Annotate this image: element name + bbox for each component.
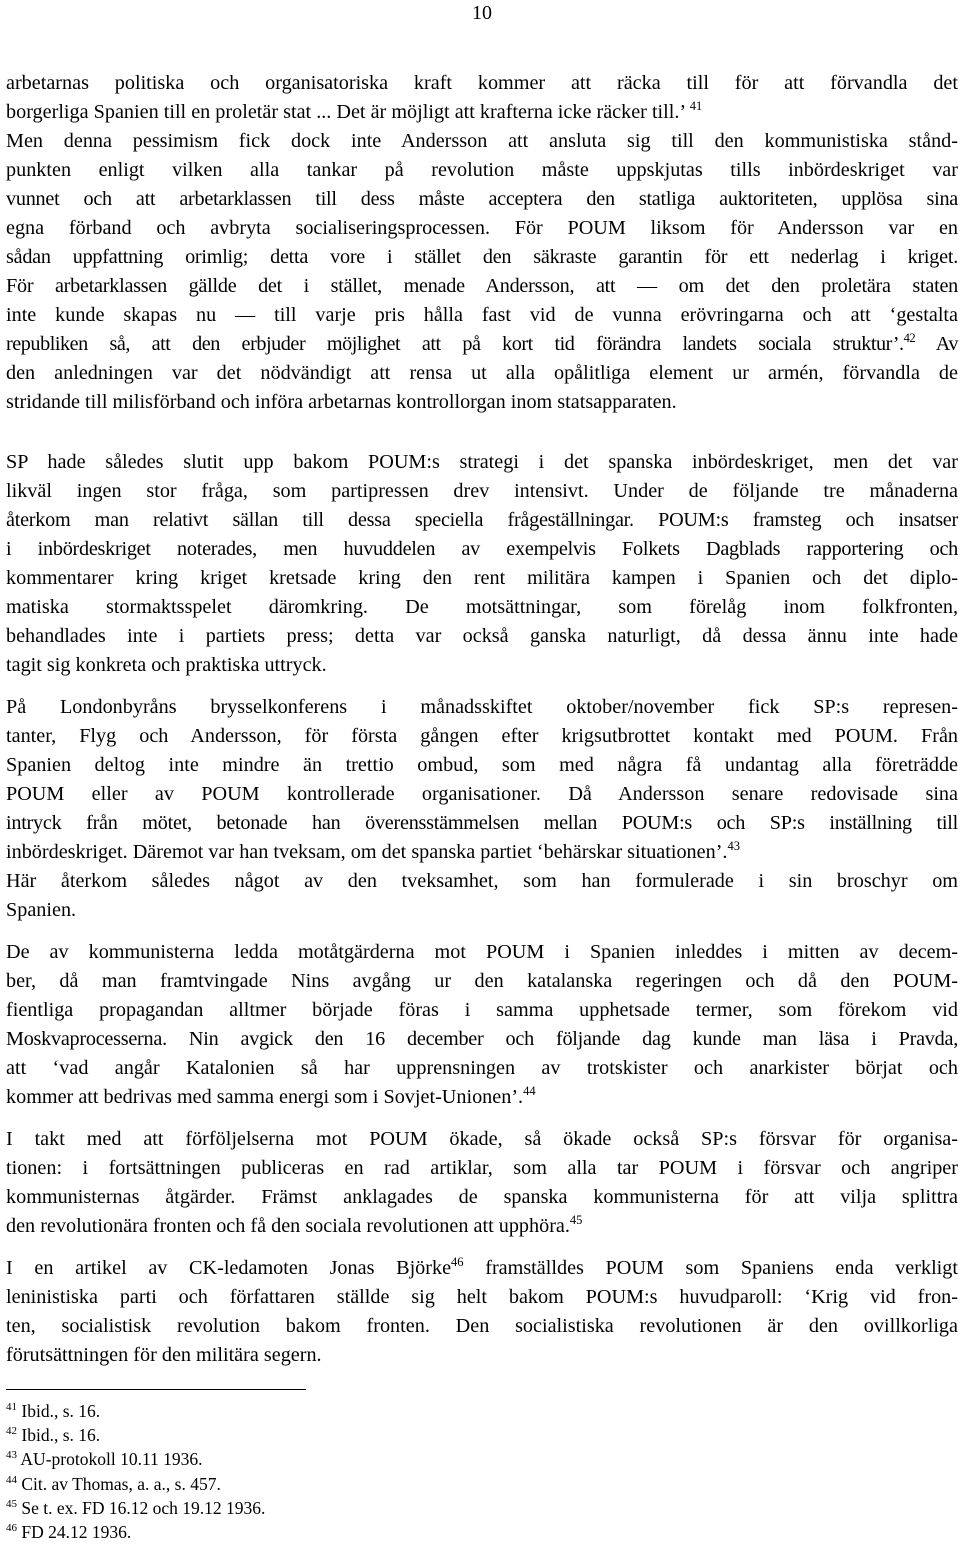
page-number: 10	[472, 2, 492, 24]
body-paragraph-4: De av kommunisterna ledda motåtgärderna mot POUM i Spanien inleddes i mitten av decem- ber, då man framtvingade Nins avgång ur den katalanska regeringen och då den POUM- fientliga propagandan alltmer började föras i samma upphetsade termer, som förekom vid Moskvaprocesserna. Nin avgick den 16 december och följande dag kunde man läsa i Pravda, att ‘vad angår Katalonien så har upprensningen av trotskister och anarkister börjat och kommer att bedrivas med samma energi som i Sovjet-Unionen’.$^{44}$	[6, 941, 958, 1108]
footnote-41: $^{41}$ Ibid., s. 16.	[6, 1401, 101, 1421]
footnote-42: $^{42}$ Ibid., s. 16.	[6, 1425, 101, 1446]
body-paragraph-6: I en artikel av CK-ledamoten Jonas Björke$^{46}$ framställdes POUM som Spaniens enda verkligt leninistiska parti och författaren ställde sig helt bakom POUM:s huvudparoll: ‘Krig vid fron- ten, socialistisk revolution bakom fronten. Den socialistiska revolutionen är den ovillkorliga förutsättningen för den militära segern.	[6, 1255, 958, 1366]
footnote-separator	[6, 1389, 306, 1390]
body-paragraph-3: På Londonbyråns brysselkonferens i månadsskiftet oktober/november fick SP:s represen- tanter, Flyg och Andersson, för första gången efter krigsutbrottet kontakt med POUM. Från Spanien deltog inte mindre än trettio ombud, som med några få undantag alla företrädde POUM eller av POUM kontrollerade organisationer. Då Andersson senare redovisade sina intryck från mötet, betonade han överensstämmelsen mellan POUM:s och SP:s inställning till inbördeskriget. Däremot var han tveksam, om det spanska partiet ‘behärskar situationen’.$^{43}$ Här återkom således något av den tveksamhet, som han formulerade i sin broschyr om Spanien.	[6, 696, 958, 921]
footnote-44: $^{44}$ Cit. av Thomas, a. a., s. 457.	[6, 1473, 221, 1494]
footnote-ref-45[interactable]: 45	[569, 1213, 583, 1227]
footnote-43: $^{43}$ AU-protokoll 10.11 1936.	[6, 1449, 203, 1470]
footnotes	[6, 1399, 265, 1544]
footnote-ref-42[interactable]: 42	[903, 331, 916, 345]
footnote-46: $^{46}$ FD 24.12 1936.	[6, 1522, 132, 1543]
footnote-ref-44[interactable]: 44	[523, 1084, 536, 1098]
body-paragraph-5: I takt med att förföljelserna mot POUM ökade, så ökade också SP:s försvar för organisa- tionen: i fortsättningen publiceras en rad artiklar, som alla tar POUM i försvar och angriper kommunisternas åtgärder. Främst anklagades de spanska kommunisterna för att vilja splittra den revolutionära fronten och få den sociala revolutionen att upphöra.$^{45}$	[6, 1128, 958, 1237]
footnote-45: $^{45}$ Se t. ex. FD 16.12 och 19.12 1936.	[6, 1497, 266, 1518]
body-paragraph-2: SP hade således slutit upp bakom POUM:s strategi i det spanska inbördeskriget, men det var likväl ingen stor fråga, som partipressen drev intensivt. Under de följande tre månaderna återkom man relativt sällan till dessa speciella frågeställningar. POUM:s framsteg och insatser i inbördeskriget noterades, men huvuddelen av exempelvis Folkets Dagblads rapportering och kommentarer kring kriget kretsade kring den rent militära kampen i Spanien och det diplo- matiska stormaktsspelet däromkring. De motsättningar, som förelåg inom folkfronten, behandlades inte i partiets press; detta var också ganska naturligt, då dessa ännu inte hade tagit sig konkreta och praktiska uttryck.	[6, 451, 958, 676]
footnote-ref-43[interactable]: 43	[727, 839, 740, 853]
footnote-ref-46[interactable]: 46	[451, 1255, 464, 1269]
footnote-ref-41[interactable]: 41	[689, 99, 703, 113]
body-paragraph-1: arbetarnas politiska och organisatoriska kraft kommer att räcka till för att förvandla det borgerliga Spanien till en proletär stat ... Det är möjligt att krafterna icke räcker till.’ $^{41}$ Men denna pessimism fick dock inte Andersson att ansluta sig till den kommunistiska stånd- punkten enligt vilken alla tankar på revolution måste uppskjutas tills inbördeskriget var vunnet och att arbetarklassen till dess måste acceptera den statliga auktoriteten, upplösa sina egna förband och avbryta socialiseringsprocessen. För POUM liksom för Andersson var en sådan uppfattning orimlig; detta vore i stället den säkraste garantin för ett nederlag i kriget. För arbetarklassen gällde det i stället, menade Andersson, att — om det den proletära staten inte kunde skapas nu — till varje pris hålla fast vid de vunna erövringarna och att ‘gestalta republiken så, att den erbjuder möjlighet att på kort tid förändra landets sociala struktur’.$^{42}$ Av den anledningen var det nödvändigt att rensa ut alla opålitliga element ur armén, förvandla de stridande till milisförband och införa arbetarnas kontrollorgan inom statsapparaten.	[6, 72, 958, 413]
